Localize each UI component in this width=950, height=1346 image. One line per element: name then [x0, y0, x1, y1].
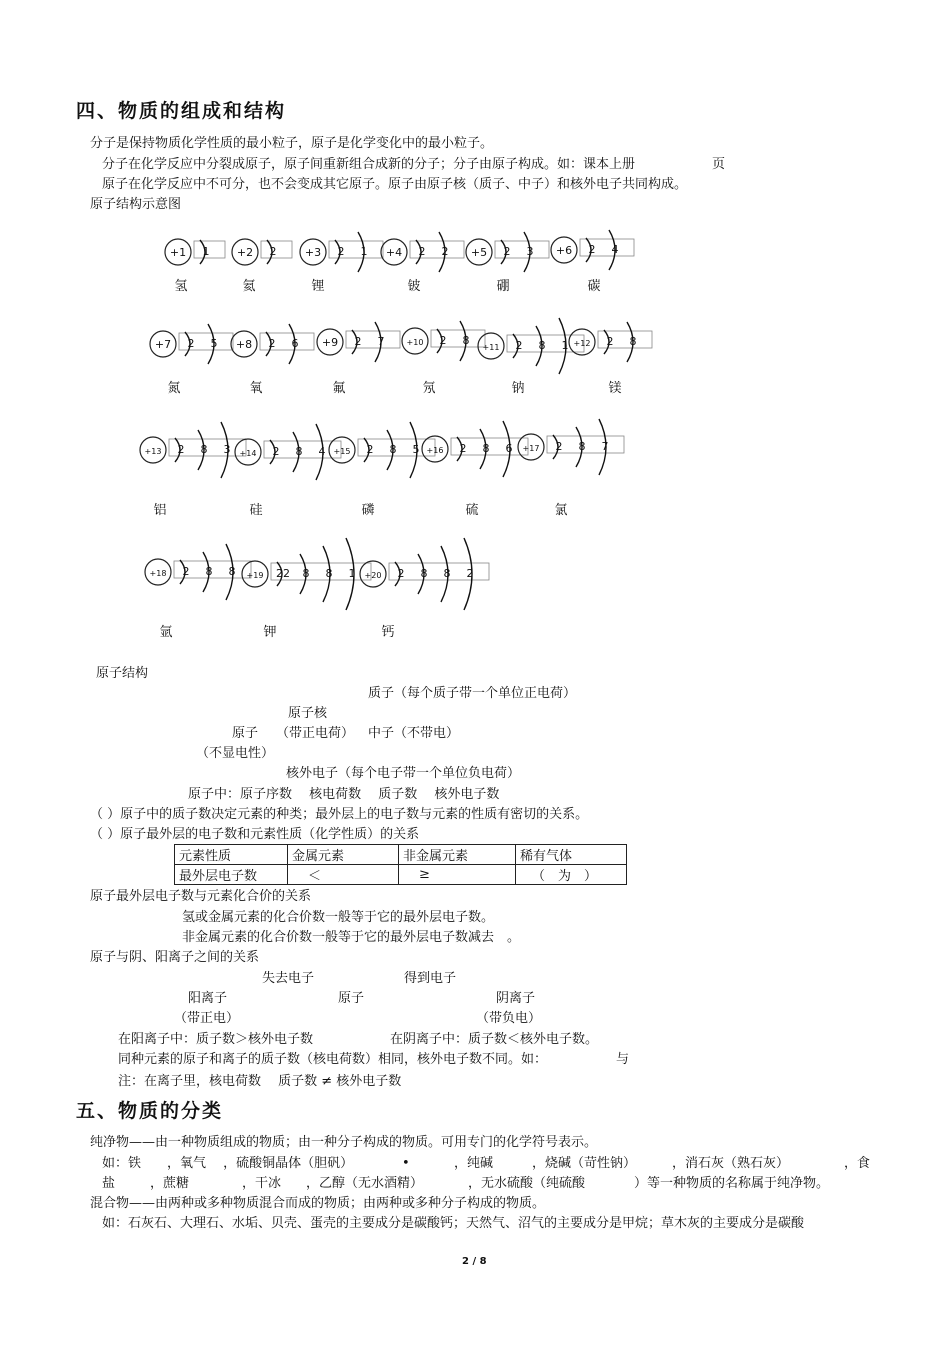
table-row [175, 845, 627, 865]
pure-example: ，纯碱 [454, 1156, 494, 1171]
nuclear-charge: +2 [236, 246, 254, 259]
nuclear-charge: +17 [522, 444, 540, 453]
shell-electron-count: 4 [318, 445, 326, 458]
ion-line: 在阳离子中：质子数＞核外电子数 [118, 1032, 314, 1047]
anion-charge: （带负电） [476, 1011, 542, 1026]
element-name: 磷 [361, 503, 375, 518]
pure-example: • [402, 1156, 410, 1171]
shell-electron-count: 8 [538, 339, 546, 352]
table-cell: ＜ [288, 865, 399, 885]
pure-definition: 纯净物——由一种物质组成的物质；由一种分子构成的物质。可用专门的化学符号表示。 [90, 1135, 598, 1150]
pure-example: ，乙醇（无水酒精） [306, 1176, 424, 1191]
shell-electron-count: 6 [505, 442, 513, 455]
shell-electron-count: 8 [443, 567, 451, 580]
section-5-title: 五、物质的分类 [76, 1100, 224, 1122]
shell-electron-count: 1 [561, 339, 569, 352]
nuclear-charge: +12 [573, 339, 591, 348]
element-name: 碳 [587, 279, 601, 294]
shell-electron-count: 8 [389, 443, 397, 456]
shell-electron-count: 2 [441, 245, 449, 258]
nuclear-charge: +16 [426, 446, 444, 455]
shell-electron-count: 4 [611, 243, 619, 256]
shell-electron-count: 2 [606, 335, 614, 348]
table-row [175, 865, 627, 885]
shell-electron-count: 2 [515, 339, 523, 352]
nuclear-charge: +15 [333, 447, 351, 456]
mixture-example: 如：石灰石、大理石、水垢、贝壳、蛋壳的主要成分是碳酸钙；天然气、沼气的主要成分是甲烷；草木灰的主要成分是碳酸 [102, 1216, 805, 1231]
shell-electron-count: 8 [629, 335, 637, 348]
shell-electron-count: 8 [302, 567, 310, 580]
gain-electrons: 得到电子 [404, 971, 457, 986]
note-line: （ ）原子中的质子数决定元素的种类；最外层上的电子数与元素的性质有密切的关系。 [90, 807, 589, 822]
element-name: 硼 [496, 279, 510, 294]
pure-example: 如：铁 ，氧气 ，硫酸铜晶体（胆矾） [102, 1156, 354, 1171]
nuclear-charge: +4 [385, 246, 403, 259]
element-name: 钙 [381, 625, 395, 640]
shell-electron-count: 1 [360, 245, 368, 258]
text-line: 分子在化学反应中分裂成原子，原子间重新组合成新的分子；分子由原子构成。如：课本上册 [102, 157, 636, 172]
shell-box [261, 241, 292, 258]
page-number: 2 / 8 [462, 1256, 487, 1267]
shell-electron-count: 2 [354, 335, 362, 348]
shell-electron-count: 8 [420, 567, 428, 580]
shell-electron-count: 2 [177, 443, 185, 456]
anion-label: 阴离子 [496, 991, 536, 1006]
atom-label: 原子 [232, 726, 259, 741]
element-name: 氦 [242, 279, 256, 294]
nuclear-charge: +13 [144, 447, 162, 456]
element-name: 氖 [422, 381, 436, 396]
table-header: 元素性质 [175, 845, 288, 865]
nuclear-charge: +18 [149, 569, 167, 578]
element-name: 氢 [174, 279, 188, 294]
electron-label: 核外电子（每个电子带一个单位负电荷） [286, 766, 521, 781]
nuclear-charge: +11 [482, 343, 500, 352]
text-line: 原子结构示意图 [90, 197, 182, 212]
shell-electron-count: 5 [412, 443, 420, 456]
element-name: 氮 [167, 381, 181, 396]
shell-electron-count: 8 [200, 443, 208, 456]
nuclear-charge: +8 [235, 338, 253, 351]
shell-electron-count: 7 [377, 335, 385, 348]
nuclear-charge: +7 [154, 338, 172, 351]
pure-example: ，无水硫酸（纯硫酸 [468, 1176, 586, 1191]
shell-electron-count: 1 [348, 567, 356, 580]
shell-electron-count: 8 [295, 445, 303, 458]
text-line: 页 [712, 157, 726, 172]
mixture-definition: 混合物——由两种或多种物质混合而成的物质；由两种或多种分子构成的物质。 [90, 1196, 546, 1211]
text-line: 分子是保持物质化学性质的最小粒子，原子是化学变化中的最小粒子。 [90, 136, 494, 151]
shell-electron-count: 2 [439, 334, 447, 347]
ion-line: 在阴离子中：质子数＜核外电子数。 [390, 1032, 599, 1047]
pure-example: ，蔗糖 [150, 1176, 190, 1191]
table-header: 金属元素 [288, 845, 399, 865]
nucleus-label: 原子核 [288, 706, 328, 721]
pure-example: 盐 [102, 1176, 116, 1191]
shell-electron-count: 2 [397, 567, 405, 580]
shell-electron-count: 22 [276, 567, 290, 580]
shell-electron-count: 8 [325, 567, 333, 580]
table-cell: （ 为 ） [516, 865, 627, 885]
shell-electron-count: 2 [337, 245, 345, 258]
valence-title: 原子最外层电子数与元素化合价的关系 [90, 889, 312, 904]
shell-electron-count: 8 [228, 565, 236, 578]
nuclear-charge: +3 [304, 246, 322, 259]
shell-electron-count: 2 [503, 245, 511, 258]
table-header: 稀有气体 [516, 845, 627, 865]
note-line: （ ）原子最外层的电子数和元素性质（化学性质）的关系 [90, 827, 420, 842]
shell-box [194, 241, 225, 258]
shell-electron-count: 8 [205, 565, 213, 578]
table-header: 非金属元素 [399, 845, 516, 865]
shell-electron-count: 2 [182, 565, 190, 578]
table-cell: ≥ [399, 865, 516, 885]
shell-electron-count: 3 [526, 245, 534, 258]
text-line: 原子在化学反应中不可分，也不会变成其它原子。原子由原子核（质子、中子）和核外电子共同构成。 [102, 177, 688, 192]
shell-electron-count: 2 [269, 245, 277, 258]
pure-example: ，烧碱（苛性钠） [532, 1156, 637, 1171]
nuclear-charge: +19 [246, 571, 264, 580]
element-name: 硅 [249, 503, 263, 518]
nuclear-charge: +9 [321, 336, 339, 349]
neutral-label: （不显电性） [196, 746, 275, 761]
shell-electron-count: 2 [555, 440, 563, 453]
neutron-label: 中子（不带电） [368, 726, 460, 741]
pure-example: ）等一种物质的名称属于纯净物。 [634, 1176, 830, 1191]
shell-electron-count: 3 [223, 443, 231, 456]
element-name: 镁 [608, 381, 622, 396]
pure-example: ，消石灰（熟石灰） [672, 1156, 790, 1171]
ions-title: 原子与阴、阳离子之间的关系 [90, 950, 260, 965]
table-cell: 最外层电子数 [175, 865, 288, 885]
element-name: 硫 [465, 503, 479, 518]
equality-line: 原子中：原子序数 核电荷数 质子数 核外电子数 [188, 787, 500, 802]
nuclear-charge: +14 [239, 449, 257, 458]
element-name: 氯 [554, 503, 568, 518]
shell-electron-count: 2 [459, 442, 467, 455]
element-name: 锂 [311, 279, 325, 294]
shell-electron-count: 8 [462, 334, 470, 347]
nuclear-charge: +20 [364, 571, 382, 580]
valence-line: 氢或金属元素的化合价数一般等于它的最外层电子数。 [182, 910, 495, 925]
positive-charge-label: （带正电荷） [276, 726, 355, 741]
nuclear-charge: +6 [555, 244, 573, 257]
shell-electron-count: 2 [418, 245, 426, 258]
ion-atom-label: 原子 [338, 991, 365, 1006]
nuclear-charge: +10 [406, 338, 424, 347]
shell-electron-count: 2 [588, 243, 596, 256]
structure-heading: 原子结构 [96, 666, 149, 681]
shell-electron-count: 8 [578, 440, 586, 453]
cation-charge: （带正电） [174, 1011, 240, 1026]
element-name: 氩 [159, 625, 173, 640]
ion-line: 与 [616, 1052, 630, 1067]
shell-electron-count: 7 [601, 440, 609, 453]
element-name: 钠 [511, 381, 525, 396]
shell-electron-count: 6 [291, 337, 299, 350]
ion-note: 注：在离子里，核电荷数 质子数 ≠ 核外电子数 [118, 1074, 402, 1089]
element-name: 铍 [407, 279, 421, 294]
element-name: 氧 [249, 381, 263, 396]
shell-electron-count: 2 [366, 443, 374, 456]
element-name: 钾 [263, 625, 277, 640]
lose-electrons: 失去电子 [262, 971, 315, 986]
shell-electron-count: 8 [482, 442, 490, 455]
shell-electron-count: 2 [272, 445, 280, 458]
shell-electron-count: 1 [202, 245, 210, 258]
pure-example: ，食 [844, 1156, 871, 1171]
nuclear-charge: +1 [169, 246, 187, 259]
nuclear-charge: +5 [470, 246, 488, 259]
ion-line: 同种元素的原子和离子的质子数（核电荷数）相同，核外电子数不同。如： [118, 1052, 548, 1067]
element-name: 氟 [332, 381, 346, 396]
shell-electron-count: 2 [466, 567, 474, 580]
shell-electron-count: 2 [187, 337, 195, 350]
shell-electron-count: 2 [268, 337, 276, 350]
cation-label: 阳离子 [188, 991, 228, 1006]
shell-electron-count: 5 [210, 337, 218, 350]
valence-line: 非金属元素的化合价数一般等于它的最外层电子数减去 。 [182, 930, 521, 945]
element-name: 铝 [153, 503, 167, 518]
atom-diagrams [0, 0, 950, 660]
pure-example: ，干冰 [242, 1176, 282, 1191]
section-4-title: 四、物质的组成和结构 [76, 100, 287, 122]
proton-label: 质子（每个质子带一个单位正电荷） [368, 686, 577, 701]
outer-electron-table [174, 844, 627, 885]
